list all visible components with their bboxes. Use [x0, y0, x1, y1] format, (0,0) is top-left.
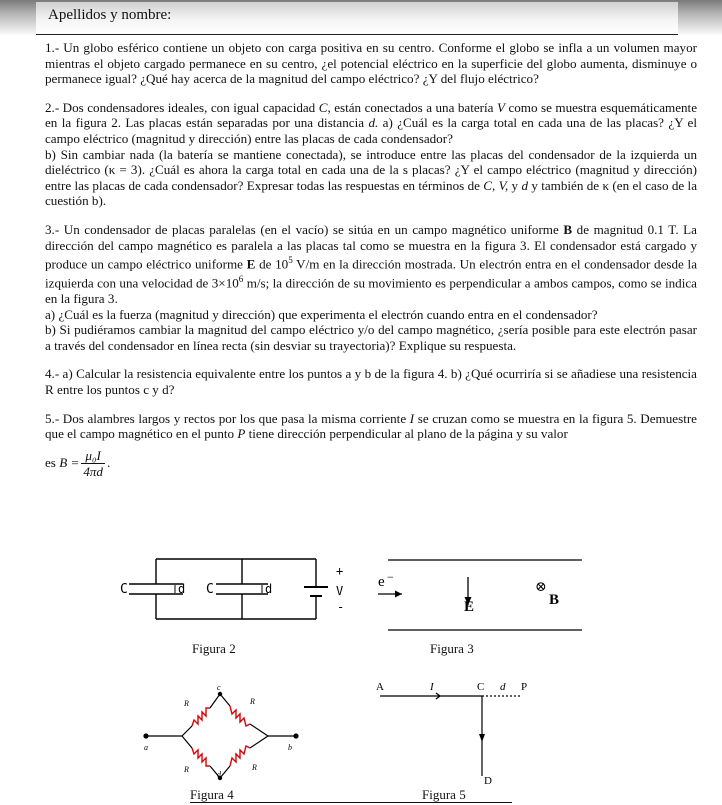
fig5-point-p: P: [521, 681, 528, 693]
figure-2-diagram: [112, 553, 362, 623]
figure-4-diagram: [140, 680, 310, 792]
fig2-battery-minus: -: [337, 600, 345, 614]
fig5-point-a: A: [376, 681, 384, 693]
fig3-electron-label: e: [378, 574, 385, 590]
name-field[interactable]: [36, 2, 678, 34]
formula: es B = $\frac{\text{μ₀I}}{4\pi d}$ .: [45, 447, 111, 480]
name-label: Apellidos y nombre:: [48, 7, 172, 23]
fig4-r-top-left: R: [184, 699, 189, 708]
fig5-point-c: C: [477, 681, 485, 693]
fig3-e-field-label: E: [464, 599, 475, 615]
question-5: 5.- Dos alambres largos y rectos por los que pasa la misma corriente I se cruzan como se muestra en la figura 5. Demuestre que el campo magnético en el punto P tiene dirección perpendicular al plano de la página y su valor es B = $\frac{\text{μ₀I}}{4\pi d}$ .: [45, 410, 697, 480]
question-1: 1.- Un globo esférico contiene un objeto con carga positiva en su centro. Conforme el globo se infla a un volumen mayor mientras el objeto cargado permanece en su centro, ¿el potencial eléctrico en la superficie del globo aumenta, disminuye o permanece igual? ¿Qué hay acerca de la magnitud del campo eléctrico? ¿Y del flujo eléctrico?: [45, 40, 697, 87]
fig3-b-field-label: B: [549, 592, 560, 608]
figure-2-caption: Figura 2: [192, 641, 236, 656]
figure-3-diagram: [372, 555, 587, 635]
question-2: 2.- Dos condensadores ideales, con igual capacidad C, están conectados a una batería V como se muestra esquemáticamente en la figura 2. Las placas están separadas por una distancia d. a) ¿Cuál es la carga total en cada una de las placas? ¿Y el campo eléctrico (magnitud y dirección) entre las placas de cada condensador? b) Sin cambiar nada (la batería se mantiene conectada), se introduce entre las placas del condensador de la izquierda un dieléctrico (κ = 3). ¿Cuál es ahora la carga total en cada una de la s placas? ¿Y el campo eléctrico (magnitud y dirección) entre las placas de cada condensador? Expresar todas las respuestas en términos de C, V, y d y también de κ (en el caso de la cuestión b).: [45, 99, 698, 209]
fig3-electron-charge: −: [387, 570, 394, 584]
fig4-node-b: b: [288, 743, 292, 752]
fig4-r-top-right: R: [250, 697, 255, 706]
fig5-distance-d: d: [500, 681, 506, 693]
figure-3-caption: Figura 3: [430, 641, 474, 656]
fig2-capacitor-label-2: C: [206, 582, 214, 597]
fig5-current-i: I: [430, 681, 434, 693]
fig4-node-c: c: [217, 683, 221, 692]
fraction: $\frac{\text{μ₀I}}{4\pi d}$: [83, 447, 103, 480]
questions: [45, 40, 697, 480]
fig4-r-bottom-left: R: [184, 765, 189, 774]
figure-5-caption: Figura 5: [422, 788, 512, 803]
fig4-node-d: d: [217, 770, 221, 779]
fig2-gap-label-1: d: [178, 582, 186, 596]
fig5-point-d: D: [484, 775, 492, 787]
fig4-r-bottom-right: R: [252, 763, 257, 772]
fig4-node-a: a: [144, 743, 148, 752]
figure-5-diagram: [370, 680, 540, 788]
fig3-b-symbol: ⊗: [535, 580, 547, 595]
fig2-battery-label: V: [336, 584, 344, 598]
figure-4-caption: Figura 4: [190, 788, 440, 803]
fig2-capacitor-label-1: C: [120, 582, 128, 597]
fig2-battery-plus: +: [336, 564, 344, 578]
fig2-gap-label-2: d: [265, 582, 273, 596]
question-3: 3.- Un condensador de placas paralelas (en el vacío) se sitúa en un campo magnético uniforme B de magnitud 0.1 T. La dirección del campo magnético es paralela a las placas tal como se muestra en la figura 3. El condensador está cargado y produce un campo eléctrico uniforme E de $10^5$ V/m en la dirección mostrada. Un electrón entra en el condensador desde la izquierda con una velocidad de $3\times 10^6$ m/s; la dirección de su movimiento es perpendicular a ambos campos, como se indica en la figura 3. a) ¿Cuál es la fuerza (magnitud y dirección) que experimenta el electrón cuando entra en el condensador? b) Si pudiéramos cambiar la magnitud del campo eléctrico y/o del campo magnético, ¿sería posible para este electrón pasar a través del condensador en línea recta (sin desviar su trayectoria)? Explique su respuesta.: [45, 221, 698, 353]
question-4: 4.- a) Calcular la resistencia equivalente entre los puntos a y b de la figura 4. b) ¿Qué ocurriría si se añadiese una resistencia R entre los puntos c y d?: [45, 366, 697, 397]
header-rule: [36, 34, 678, 35]
